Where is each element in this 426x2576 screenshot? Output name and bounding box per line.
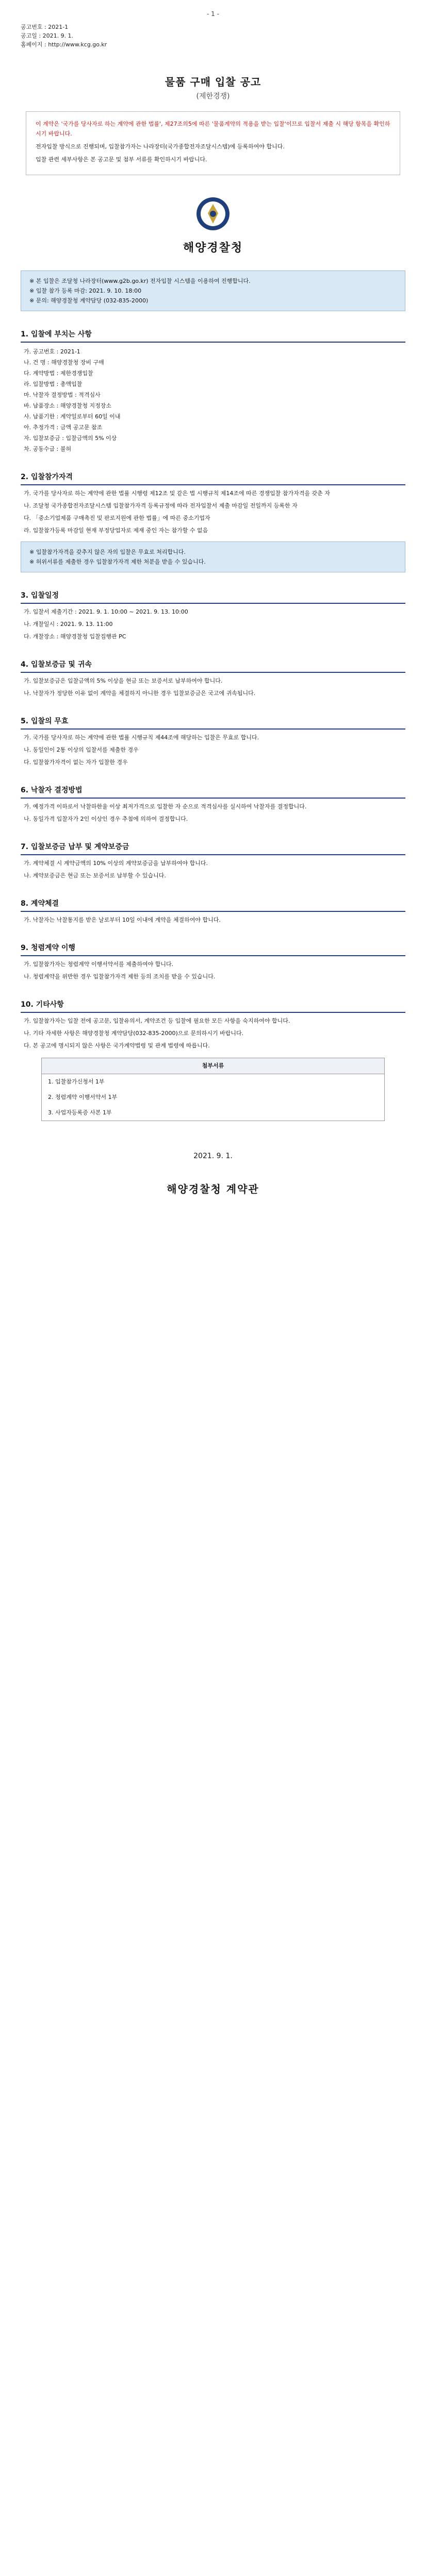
section-9-row: 가. 입찰참가자는 청렴계약 이행서약서를 제출하여야 합니다.: [24, 961, 174, 968]
highlight-line: ※ 문의: 해양경찰청 계약담당 (032-835-2000): [29, 297, 149, 304]
section-5-body: [21, 733, 405, 767]
section-2-body: [21, 488, 405, 535]
section-heading-8: 8. 계약체결: [21, 898, 405, 912]
section-5-row: 가. 국가를 당사자로 하는 계약에 관한 법률 시행규칙 제44조에 해당하는 입찰은 무효로 합니다.: [24, 734, 259, 741]
section-6-row: 가. 예정가격 이하로서 낙찰하한율 이상 최저가격으로 입찰한 자 순으로 적격심사를 실시하여 낙찰자를 결정합니다.: [24, 803, 307, 810]
section-2-row: 가. 국가를 당사자로 하는 계약에 관한 법률 시행령 제12조 및 같은 법 시행규칙 제14조에 따른 경쟁입찰 참가자격을 갖춘 자: [24, 490, 330, 497]
section-heading-6: 6. 낙찰자 결정방법: [21, 785, 405, 799]
section-4-row: 나. 낙찰자가 정당한 이유 없이 계약을 체결하지 아니한 경우 입찰보증금은 국고에 귀속됩니다.: [24, 690, 256, 697]
section-heading-3: 3. 입찰일정: [21, 590, 405, 604]
section-6-row: 나. 동일가격 입찰자가 2인 이상인 경우 추첨에 의하여 결정합니다.: [24, 816, 188, 822]
section-heading-5: 5. 입찰의 무효: [21, 716, 405, 730]
notice-highlight-box-1: [21, 270, 405, 311]
signature-name: 해양경찰청 계약관: [167, 1183, 259, 1195]
section-10-row: 나. 기타 자세한 사항은 해양경찰청 계약담당(032-835-2000)으로 문의하시기 바랍니다.: [24, 1030, 244, 1037]
section-heading-10: 10. 기타사항: [21, 999, 405, 1013]
section-1-body: [24, 347, 405, 454]
highlight-line: ※ 허위서류를 제출한 경우 입찰참가자격 제한 처분을 받을 수 있습니다.: [29, 558, 206, 565]
notice-date: 공고일 : 2021. 9. 1.: [21, 32, 74, 39]
section-1-row: 차. 공동수급 : 불허: [24, 446, 72, 452]
section-9-row: 나. 청렴계약을 위반한 경우 입찰참가자격 제한 등의 조치를 받을 수 있습니다.: [24, 973, 216, 980]
notice-highlight-box-2: [21, 541, 405, 572]
highlight-line: ※ 본 입찰은 조달청 나라장터(www.g2b.go.kr) 전자입찰 시스템을 이용하여 진행합니다.: [29, 278, 251, 284]
agency-name: 해양경찰청: [183, 242, 243, 255]
section-2-row: 나. 조달청 국가종합전자조달시스템 입찰참가자격 등록규정에 따라 전자입찰서 제출 마감일 전일까지 등록한 자: [24, 502, 298, 509]
section-6-body: [21, 802, 405, 824]
section-7-row: 나. 계약보증금은 현금 또는 보증서로 납부할 수 있습니다.: [24, 872, 166, 879]
section-1-row: 자. 입찰보증금 : 입찰금액의 5% 이상: [24, 435, 117, 442]
agency-emblem-icon: [195, 196, 231, 232]
attachments-header: 첨부서류: [42, 1058, 384, 1074]
section-10-row: 다. 본 공고에 명시되지 않은 사항은 국가계약법령 및 관계 법령에 따릅니다.: [24, 1042, 210, 1049]
section-1-row: 바. 납품장소 : 해양경찰청 지정장소: [24, 402, 111, 409]
section-5-row: 다. 입찰참가자격이 없는 자가 입찰한 경우: [24, 759, 128, 766]
highlight-line: ※ 입찰 참가 등록 마감: 2021. 9. 10. 18:00: [29, 287, 142, 294]
section-3-row: 나. 개찰일시 : 2021. 9. 13. 11:00: [24, 621, 113, 628]
title-block: [21, 74, 405, 101]
notice-meta: [21, 23, 405, 49]
notice-paragraph-2: 전자입찰 방식으로 진행되며, 입찰참가자는 나라장터(국가종합전자조달시스템)에 등록하여야 합니다.: [36, 143, 285, 150]
section-1-row: 마. 낙찰자 결정방법 : 적격심사: [24, 392, 101, 398]
section-9-body: [21, 959, 405, 981]
section-3-row: 다. 개찰장소 : 해양경찰청 입찰집행관 PC: [24, 633, 126, 640]
section-8-body: [21, 915, 405, 925]
highlight-line: ※ 입찰참가자격을 갖추지 않은 자의 입찰은 무효로 처리합니다.: [29, 549, 186, 555]
section-heading-2: 2. 입찰참가자격: [21, 471, 405, 485]
notice-box: [26, 111, 400, 175]
attachment-row: 3. 사업자등록증 사본 1부: [48, 1109, 112, 1116]
notice-number: 공고번호 : 2021-1: [21, 24, 69, 30]
signature-block: [21, 1152, 405, 1196]
section-1-row: 아. 추정가격 : 금액 공고문 참조: [24, 424, 103, 431]
section-1-row: 나. 건 명 : 해양경찰청 장비 구매: [24, 359, 104, 366]
section-heading-1: 1. 입찰에 부치는 사항: [21, 329, 405, 343]
section-4-body: [21, 676, 405, 698]
section-10-row: 가. 입찰참가자는 입찰 전에 공고문, 입찰유의서, 계약조건 등 입찰에 필요한 모든 사항을 숙지하여야 합니다.: [24, 1018, 290, 1024]
notice-paragraph-3: 입찰 관련 세부사항은 본 공고문 및 첨부 서류를 확인하시기 바랍니다.: [36, 156, 207, 163]
section-2-row: 다. 「중소기업제품 구매촉진 및 판로지원에 관한 법률」에 따른 중소기업자: [24, 515, 210, 521]
attachment-row: 2. 청렴계약 이행서약서 1부: [48, 1094, 118, 1100]
section-8-row: 가. 낙찰자는 낙찰통지를 받은 날로부터 10일 이내에 계약을 체결하여야 합니다.: [24, 917, 221, 923]
section-heading-9: 9. 청렴계약 이행: [21, 942, 405, 956]
attachments-table: [41, 1058, 385, 1121]
section-1-row: 라. 입찰방법 : 총액입찰: [24, 381, 83, 387]
section-7-row: 가. 계약체결 시 계약금액의 10% 이상의 계약보증금을 납부하여야 합니다.: [24, 860, 208, 867]
section-1-row: 다. 계약방법 : 제한경쟁입찰: [24, 370, 93, 377]
section-10-body: [21, 1016, 405, 1050]
section-2-row: 라. 입찰참가등록 마감일 현재 부정당업자로 제재 중인 자는 참가할 수 없음: [24, 527, 208, 534]
page-title: 물품 구매 입찰 공고: [165, 76, 261, 88]
agency-block: [21, 196, 405, 255]
section-3-row: 가. 입찰서 제출기간 : 2021. 9. 1. 10:00 ~ 2021. 9. 13. 10:00: [24, 608, 188, 615]
attachment-row: 1. 입찰참가신청서 1부: [48, 1078, 105, 1085]
section-3-body: [21, 607, 405, 641]
section-1-row: 사. 납품기한 : 계약일로부터 60일 이내: [24, 413, 121, 420]
signature-date: 2021. 9. 1.: [193, 1152, 233, 1160]
section-5-row: 나. 동일인이 2통 이상의 입찰서를 제출한 경우: [24, 747, 139, 753]
section-heading-7: 7. 입찰보증금 납부 및 계약보증금: [21, 841, 405, 855]
section-4-row: 가. 입찰보증금은 입찰금액의 5% 이상을 현금 또는 보증서로 납부하여야 합니다.: [24, 677, 223, 684]
section-7-body: [21, 858, 405, 880]
section-heading-4: 4. 입찰보증금 및 귀속: [21, 659, 405, 673]
homepage-url: 홈페이지 : http://www.kcg.go.kr: [21, 41, 107, 48]
notice-paragraph-1: 이 계약은 '국가를 당사자로 하는 계약에 관한 법률', 제27조의5에 따른 '물품계약의 적용을 받는 입찰'이므로 입찰서 제출 시 해당 항목을 확인하시기 바랍니다.: [36, 121, 390, 137]
page-subtitle: (제한경쟁): [196, 92, 230, 100]
page-number-top: - 1 -: [207, 10, 219, 18]
section-1-row: 가. 공고번호 : 2021-1: [24, 348, 80, 355]
